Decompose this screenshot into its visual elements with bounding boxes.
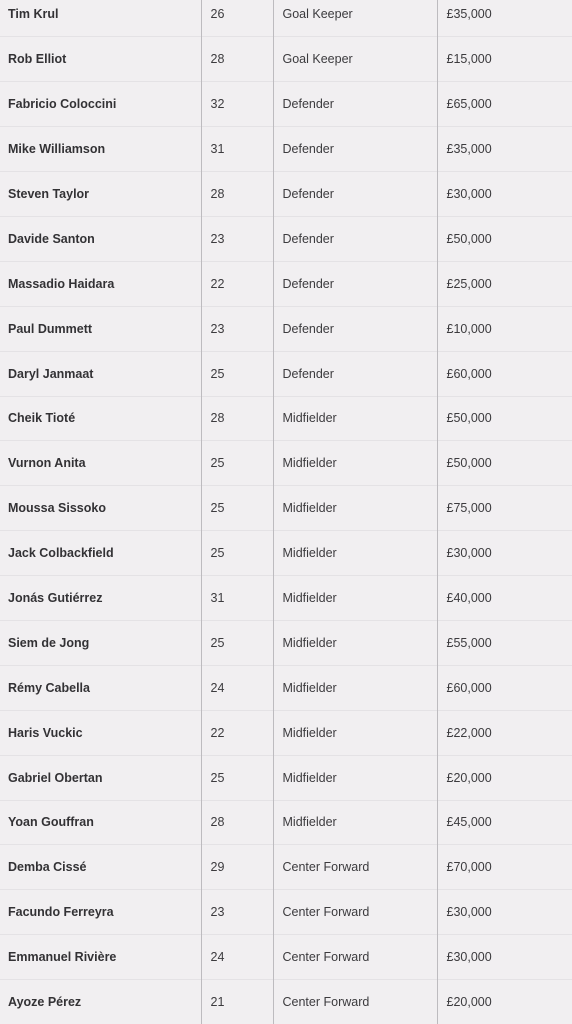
player-wage: £20,000 — [437, 980, 572, 1024]
table-row — [0, 531, 572, 576]
player-name: Siem de Jong — [8, 635, 90, 650]
player-position: Defender — [273, 261, 437, 306]
player-position: Midfielder — [273, 710, 437, 755]
player-position: Center Forward — [273, 890, 437, 935]
player-name: Emmanuel Rivière — [8, 950, 117, 965]
player-wage: £60,000 — [437, 665, 572, 710]
player-position: Midfielder — [273, 665, 437, 710]
table-row — [0, 935, 572, 980]
player-age: 24 — [201, 935, 273, 980]
player-name: Gabriel Obertan — [8, 770, 103, 785]
table-row — [0, 845, 572, 890]
player-position: Midfielder — [273, 800, 437, 845]
player-name: Rob Elliot — [8, 52, 67, 67]
player-name: Jack Colbackfield — [8, 546, 114, 561]
player-age: 31 — [201, 127, 273, 172]
table-row — [0, 486, 572, 531]
table-row — [0, 800, 572, 845]
table-row — [0, 396, 572, 441]
table-row — [0, 261, 572, 306]
table-row — [0, 980, 572, 1024]
table-row — [0, 755, 572, 800]
table-row — [0, 710, 572, 755]
player-age: 25 — [201, 755, 273, 800]
player-name: Moussa Sissoko — [8, 501, 106, 516]
player-wage: £70,000 — [437, 845, 572, 890]
player-name: Tim Krul — [8, 7, 59, 22]
player-age: 21 — [201, 980, 273, 1024]
player-position: Goal Keeper — [273, 37, 437, 82]
table-row — [0, 37, 572, 82]
player-age: 23 — [201, 890, 273, 935]
player-position: Midfielder — [273, 620, 437, 665]
player-name: Davide Santon — [8, 231, 95, 246]
table-row — [0, 82, 572, 127]
player-wage: £35,000 — [437, 127, 572, 172]
player-name: Ayoze Pérez — [8, 995, 82, 1010]
player-age: 23 — [201, 306, 273, 351]
player-position: Defender — [273, 172, 437, 217]
player-position: Midfielder — [273, 576, 437, 621]
player-age: 23 — [201, 216, 273, 261]
table-row — [0, 576, 572, 621]
player-age: 22 — [201, 710, 273, 755]
player-age: 32 — [201, 82, 273, 127]
player-wage: £35,000 — [437, 0, 572, 37]
player-wage: £30,000 — [437, 890, 572, 935]
player-wage: £60,000 — [437, 351, 572, 396]
player-age: 29 — [201, 845, 273, 890]
player-position: Defender — [273, 216, 437, 261]
player-wage: £30,000 — [437, 531, 572, 576]
player-position: Center Forward — [273, 845, 437, 890]
player-wage: £20,000 — [437, 755, 572, 800]
player-wage: £40,000 — [437, 576, 572, 621]
player-wage: £50,000 — [437, 216, 572, 261]
player-position: Goal Keeper — [273, 0, 437, 37]
player-age: 28 — [201, 800, 273, 845]
player-name: Facundo Ferreyra — [8, 905, 114, 920]
player-position: Midfielder — [273, 441, 437, 486]
player-name: Steven Taylor — [8, 187, 90, 201]
player-name: Yoan Gouffran — [8, 815, 94, 830]
player-age: 28 — [201, 396, 273, 441]
player-position: Defender — [273, 306, 437, 351]
table-row — [0, 441, 572, 486]
player-name: Massadio Haidara — [8, 276, 115, 291]
player-position: Center Forward — [273, 980, 437, 1024]
player-wage: £50,000 — [437, 441, 572, 486]
player-age: 31 — [201, 576, 273, 621]
player-age: 25 — [201, 531, 273, 576]
player-wage: £30,000 — [437, 935, 572, 980]
player-wage: £75,000 — [437, 486, 572, 531]
player-wage: £65,000 — [437, 82, 572, 127]
player-age: 25 — [201, 620, 273, 665]
player-wage: £30,000 — [437, 172, 572, 217]
table-row — [0, 665, 572, 710]
player-name: Daryl Janmaat — [8, 366, 94, 381]
player-wage: £45,000 — [437, 800, 572, 845]
table-row — [0, 306, 572, 351]
table-row — [0, 351, 572, 396]
player-age: 22 — [201, 261, 273, 306]
table-row — [0, 172, 572, 217]
table-row — [0, 0, 572, 37]
player-name: Demba Cissé — [8, 860, 87, 875]
table-row — [0, 216, 572, 261]
player-position: Defender — [273, 127, 437, 172]
player-position: Defender — [273, 351, 437, 396]
player-name: Rémy Cabella — [8, 680, 90, 695]
player-position: Defender — [273, 82, 437, 127]
player-age: 25 — [201, 486, 273, 531]
player-wage: £22,000 — [437, 710, 572, 755]
player-wage: £10,000 — [437, 306, 572, 351]
player-age: 25 — [201, 441, 273, 486]
player-age: 24 — [201, 665, 273, 710]
player-age: 25 — [201, 351, 273, 396]
player-position: Midfielder — [273, 486, 437, 531]
player-name: Jonás Gutiérrez — [8, 591, 103, 606]
player-age: 28 — [201, 37, 273, 82]
player-name: Haris Vuckic — [8, 725, 83, 740]
table-row — [0, 890, 572, 935]
player-name: Mike Williamson — [8, 142, 106, 157]
table-row — [0, 127, 572, 172]
table-row — [0, 620, 572, 665]
player-wage: £50,000 — [437, 396, 572, 441]
player-name: Paul Dummett — [8, 321, 93, 336]
player-wage: £15,000 — [437, 37, 572, 82]
player-name: Vurnon Anita — [8, 456, 86, 471]
player-position: Midfielder — [273, 396, 437, 441]
player-name: Fabricio Coloccini — [8, 97, 117, 112]
player-position: Midfielder — [273, 531, 437, 576]
player-wage: £25,000 — [437, 261, 572, 306]
player-wage: £55,000 — [437, 620, 572, 665]
player-name: Cheik Tioté — [8, 411, 76, 426]
player-position: Midfielder — [273, 755, 437, 800]
player-position: Center Forward — [273, 935, 437, 980]
player-age: 28 — [201, 172, 273, 217]
player-age: 26 — [201, 0, 273, 37]
